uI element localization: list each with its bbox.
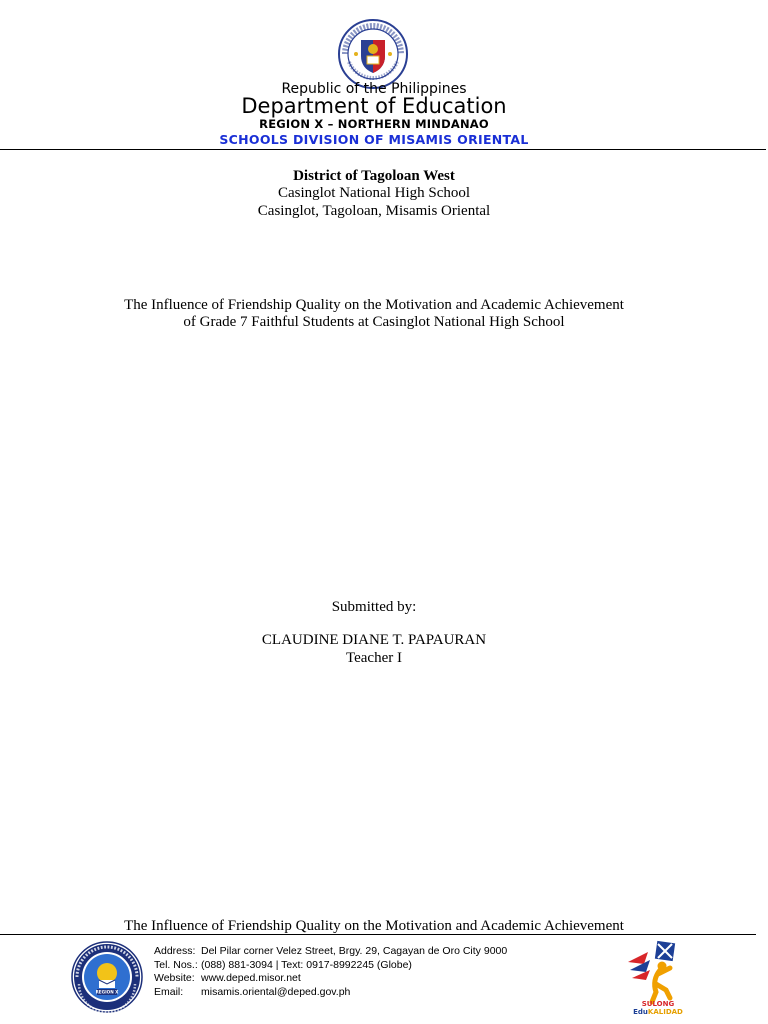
website-row (154, 972, 507, 986)
email-label: Email: (154, 985, 184, 998)
district-name: District of Tagoloan West (293, 168, 455, 184)
email-row (154, 986, 507, 1000)
deped-seal-icon (337, 18, 409, 90)
email-value[interactable]: misamis.oriental@deped.gov.ph (201, 985, 351, 998)
author-name: CLAUDINE DIANE T. PAPAURAN (261, 632, 487, 648)
address-label: Address: (154, 945, 196, 957)
region-heading: REGION X – NORTHERN MINDANAO (259, 117, 489, 131)
website-value[interactable]: www.deped.misor.net (201, 972, 301, 984)
school-name: Casinglot National High School (277, 185, 471, 201)
division-heading: SCHOOLS DIVISION OF MISAMIS ORIENTAL (219, 132, 529, 147)
tel-value: (088) 881-3094 | Text: 0917-8992245 (Globe) (201, 958, 412, 971)
document-title-line-2: of Grade 7 Faithful Students at Casinglot National High School (183, 314, 565, 330)
sulong-word: SULONG (641, 1000, 675, 1008)
republic-heading: Republic of the Philippines (281, 81, 467, 97)
kalidad-word: KALIDAD (647, 1008, 683, 1016)
address-row (154, 945, 507, 959)
contact-block (154, 945, 507, 999)
address-value: Del Pilar corner Velez Street, Brgy. 29, Cagayan de Oro City 9000 (201, 945, 508, 957)
sulong-edukalidad-text (620, 1000, 696, 1016)
website-label: Website: (154, 972, 195, 984)
seal-region-label: REGION X (95, 989, 119, 995)
tel-label: Tel. Nos.: (154, 958, 198, 971)
author-position: Teacher I (346, 650, 402, 666)
department-heading: Department of Education (241, 94, 507, 118)
header-divider (0, 149, 766, 150)
footer-divider (0, 934, 756, 935)
school-address: Casinglot, Tagoloan, Misamis Oriental (257, 203, 491, 219)
tel-row (154, 959, 507, 973)
document-title-line-1: The Influence of Friendship Quality on the Motivation and Academic Achievement (124, 297, 624, 313)
submitted-by-label: Submitted by: (331, 599, 417, 615)
division-seal-icon (70, 940, 144, 1014)
edu-word: Edu (633, 1008, 648, 1016)
footer-document-title: The Influence of Friendship Quality on the Motivation and Academic Achievement (124, 918, 624, 934)
